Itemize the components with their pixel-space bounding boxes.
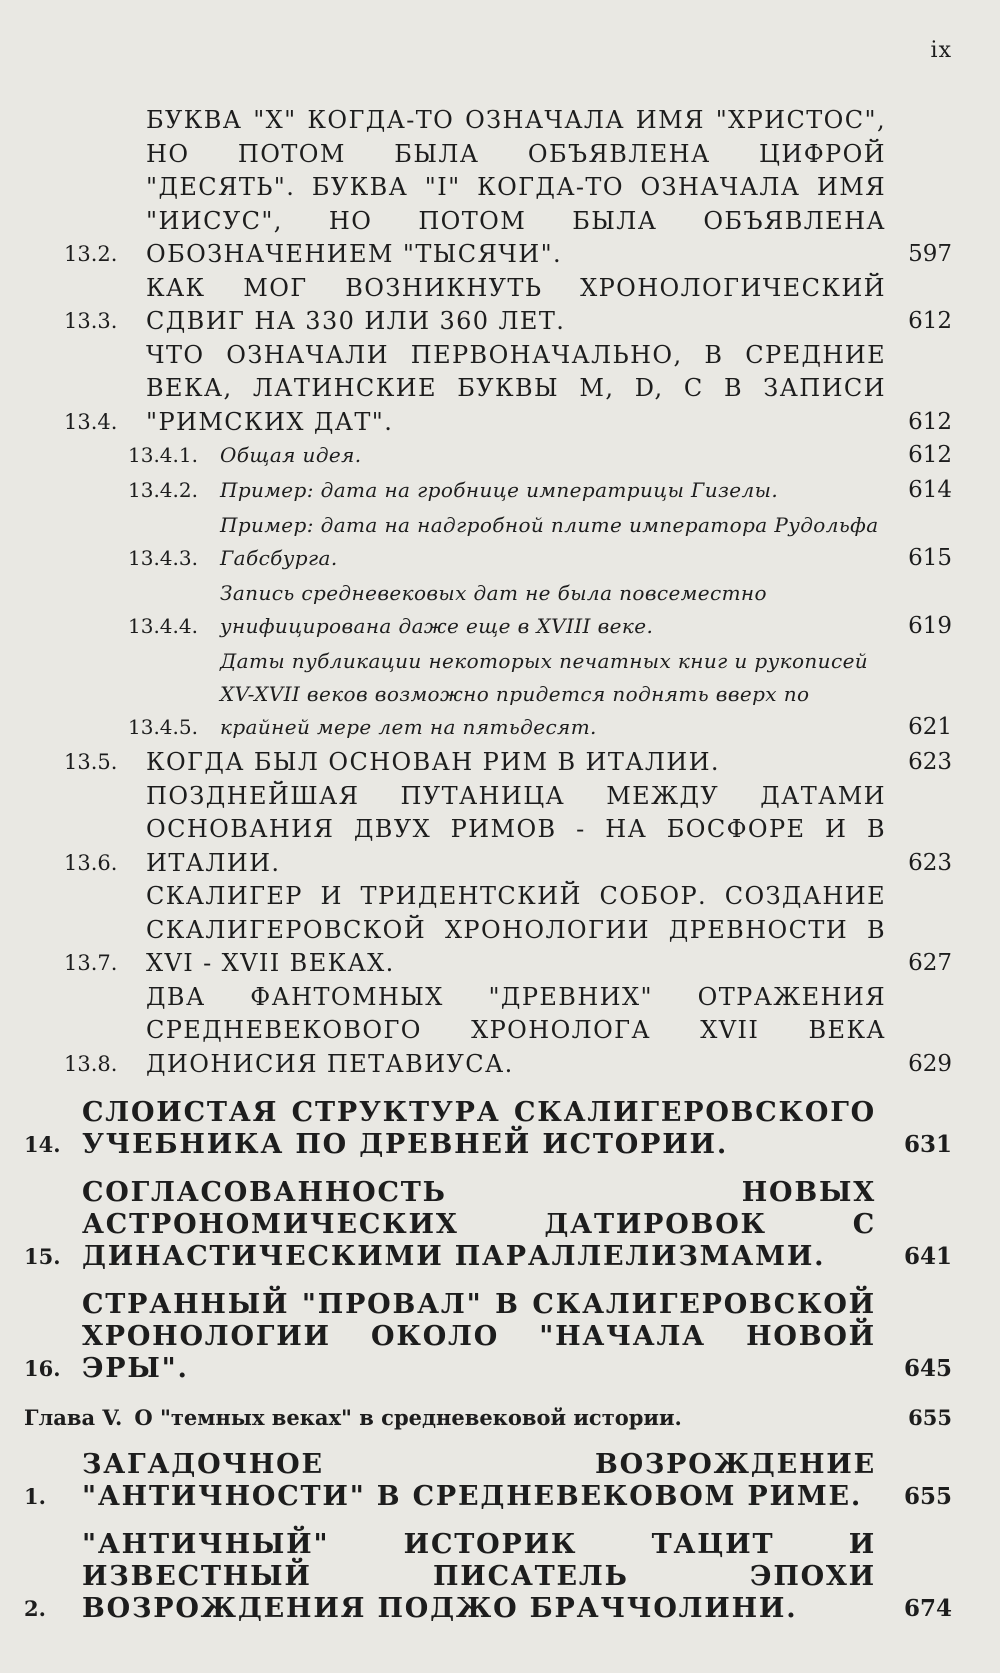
toc-entry-number: 13.3. xyxy=(64,309,118,333)
page-number: ix xyxy=(930,38,952,63)
toc-entry-13-7[interactable] xyxy=(64,880,952,981)
toc-entry-number: 14. xyxy=(24,1132,61,1157)
toc-entry-title: СЛОИСТАЯ СТРУКТУРА СКАЛИГЕРОВСКОГО УЧЕБНИКА ПО ДРЕВНЕЙ ИСТОРИИ. xyxy=(82,1097,876,1160)
toc-entry-title: СТРАННЫЙ "ПРОВАЛ" В СКАЛИГЕРОВСКОЙ ХРОНОЛОГИИ ОКОЛО "НАЧАЛА НОВОЙ ЭРЫ". xyxy=(82,1289,876,1384)
toc-entry-title: ЧТО ОЗНАЧАЛИ ПЕРВОНАЧАЛЬНО, В СРЕДНИЕ ВЕКА, ЛАТИНСКИЕ БУКВЫ M, D, C В ЗАПИСИ "РИМСКИХ ДАТ". xyxy=(146,340,886,436)
toc-entry-page: 619 xyxy=(908,613,952,639)
toc-entry-number: 13.4.2. xyxy=(128,478,198,502)
toc-entry-13-4[interactable] xyxy=(64,339,952,440)
toc-entry-number: 13.8. xyxy=(64,1051,118,1076)
toc-entry-ch5-2[interactable] xyxy=(24,1529,952,1625)
table-of-contents xyxy=(24,104,952,1625)
toc-entry-13-4-1[interactable] xyxy=(128,439,952,472)
toc-entry-page: 627 xyxy=(908,950,952,976)
toc-entry-title: Общая идея. xyxy=(220,443,362,467)
toc-entry-title: СОГЛАСОВАННОСТЬ НОВЫХ АСТРОНОМИЧЕСКИХ ДАТИРОВОК С ДИНАСТИЧЕСКИМИ ПАРАЛЛЕЛИЗМАМИ. xyxy=(82,1177,876,1272)
toc-entry-13-5[interactable] xyxy=(64,746,952,780)
toc-entry-number: 15. xyxy=(24,1244,61,1269)
toc-entry-page: 674 xyxy=(903,1595,952,1622)
toc-entry-13-4-5[interactable] xyxy=(128,645,952,744)
toc-entry-13-4-3[interactable] xyxy=(128,509,952,575)
toc-entry-number: 13.2. xyxy=(64,242,118,266)
toc-entry-title: Даты публикации некоторых печатных книг и рукописей XV-XVII веков возможно придется поднять вверх по крайней мере лет на пятьдесят. xyxy=(220,649,869,739)
toc-entry-page: 612 xyxy=(908,308,952,334)
toc-entry-13-6[interactable] xyxy=(64,780,952,881)
toc-entry-title: СКАЛИГЕР И ТРИДЕНТСКИЙ СОБОР. СОЗДАНИЕ СКАЛИГЕРОВСКОЙ ХРОНОЛОГИИ ДРЕВНОСТИ В XVI - XVII ВЕКАХ. xyxy=(146,882,886,977)
toc-entry-number: 2. xyxy=(24,1596,46,1621)
toc-entry-page: 645 xyxy=(903,1355,952,1382)
toc-entry-page: 612 xyxy=(908,442,952,468)
toc-entry-13-4-4[interactable] xyxy=(128,577,952,643)
toc-entry-page: 629 xyxy=(908,1050,952,1077)
toc-chapter-title: О "темных веках" в средневековой истории. xyxy=(134,1405,682,1430)
toc-entry-number: 16. xyxy=(24,1356,61,1381)
toc-entry-13-8[interactable] xyxy=(64,981,952,1082)
toc-entry-number: 13.4.4. xyxy=(128,614,198,638)
toc-entry-13-4-2[interactable] xyxy=(128,474,952,507)
toc-entry-number: 13.5. xyxy=(64,750,118,774)
toc-entry-page: 623 xyxy=(908,749,952,775)
toc-entry-16[interactable] xyxy=(24,1289,952,1385)
toc-entry-number: 13.4. xyxy=(64,409,118,434)
toc-entry-title: ПОЗДНЕЙШАЯ ПУТАНИЦА МЕЖДУ ДАТАМИ ОСНОВАНИЯ ДВУХ РИМОВ - НА БОСФОРЕ И В ИТАЛИИ. xyxy=(146,781,886,877)
toc-entry-13-3[interactable] xyxy=(64,272,952,339)
toc-entry-title: БУКВА "Х" КОГДА-ТО ОЗНАЧАЛА ИМЯ "ХРИСТОС", НО ПОТОМ БЫЛА ОБЪЯВЛЕНА ЦИФРОЙ "ДЕСЯТЬ". БУКВА "I" КОГДА-ТО ОЗНАЧАЛА ИМЯ "ИИСУС", НО ПОТОМ БЫЛА ОБЪЯВЛЕНА ОБОЗНАЧЕНИЕМ "ТЫСЯЧИ". xyxy=(146,106,886,268)
toc-chapter-5[interactable] xyxy=(24,1403,952,1433)
toc-entry-title: "АНТИЧНЫЙ" ИСТОРИК ТАЦИТ И ИЗВЕСТНЫЙ ПИСАТЕЛЬ ЭПОХИ ВОЗРОЖДЕНИЯ ПОДЖО БРАЧЧОЛИНИ. xyxy=(82,1529,876,1624)
toc-entry-15[interactable] xyxy=(24,1177,952,1273)
toc-entry-page: 655 xyxy=(903,1483,952,1510)
toc-entry-title: Запись средневековых дат не была повсеместно унифицирована даже еще в XVIII веке. xyxy=(220,581,767,638)
toc-entry-14[interactable] xyxy=(24,1097,952,1161)
toc-entry-number: 1. xyxy=(24,1484,46,1509)
toc-entry-number: 13.4.1. xyxy=(128,443,198,467)
toc-entry-number: 13.7. xyxy=(64,951,118,975)
toc-entry-page: 641 xyxy=(903,1243,952,1270)
toc-entry-page: 615 xyxy=(908,545,952,571)
toc-entry-number: 13.4.3. xyxy=(128,546,198,570)
toc-entry-title: Пример: дата на гробнице императрицы Гизелы. xyxy=(220,478,779,502)
toc-chapter-number: Глава V. xyxy=(24,1405,123,1430)
toc-entry-page: 612 xyxy=(908,408,952,435)
toc-entry-number: 13.6. xyxy=(64,850,118,875)
toc-entry-number: 13.4.5. xyxy=(128,715,198,739)
toc-entry-page: 631 xyxy=(903,1131,952,1158)
toc-entry-ch5-1[interactable] xyxy=(24,1449,952,1513)
toc-entry-page: 623 xyxy=(908,849,952,876)
toc-entry-title: КАК МОГ ВОЗНИКНУТЬ ХРОНОЛОГИЧЕСКИЙ СДВИГ НА 330 ИЛИ 360 ЛЕТ. xyxy=(146,273,886,335)
toc-entry-title: Пример: дата на надгробной плите императора Рудольфа Габсбурга. xyxy=(220,513,879,570)
toc-entry-page: 597 xyxy=(908,241,952,267)
toc-entry-13-2[interactable] xyxy=(64,104,952,272)
toc-entry-page: 614 xyxy=(908,477,952,503)
toc-entry-title: КОГДА БЫЛ ОСНОВАН РИМ В ИТАЛИИ. xyxy=(146,748,720,776)
toc-entry-page: 621 xyxy=(908,714,952,740)
toc-entry-title: ЗАГАДОЧНОЕ ВОЗРОЖДЕНИЕ "АНТИЧНОСТИ" В СРЕДНЕВЕКОВОМ РИМЕ. xyxy=(82,1449,876,1512)
toc-entry-title: ДВА ФАНТОМНЫХ "ДРЕВНИХ" ОТРАЖЕНИЯ СРЕДНЕВЕКОВОГО ХРОНОЛОГА XVII ВЕКА ДИОНИСИЯ ПЕТАВИУСА. xyxy=(146,982,886,1078)
toc-entry-page: 655 xyxy=(908,1405,952,1430)
